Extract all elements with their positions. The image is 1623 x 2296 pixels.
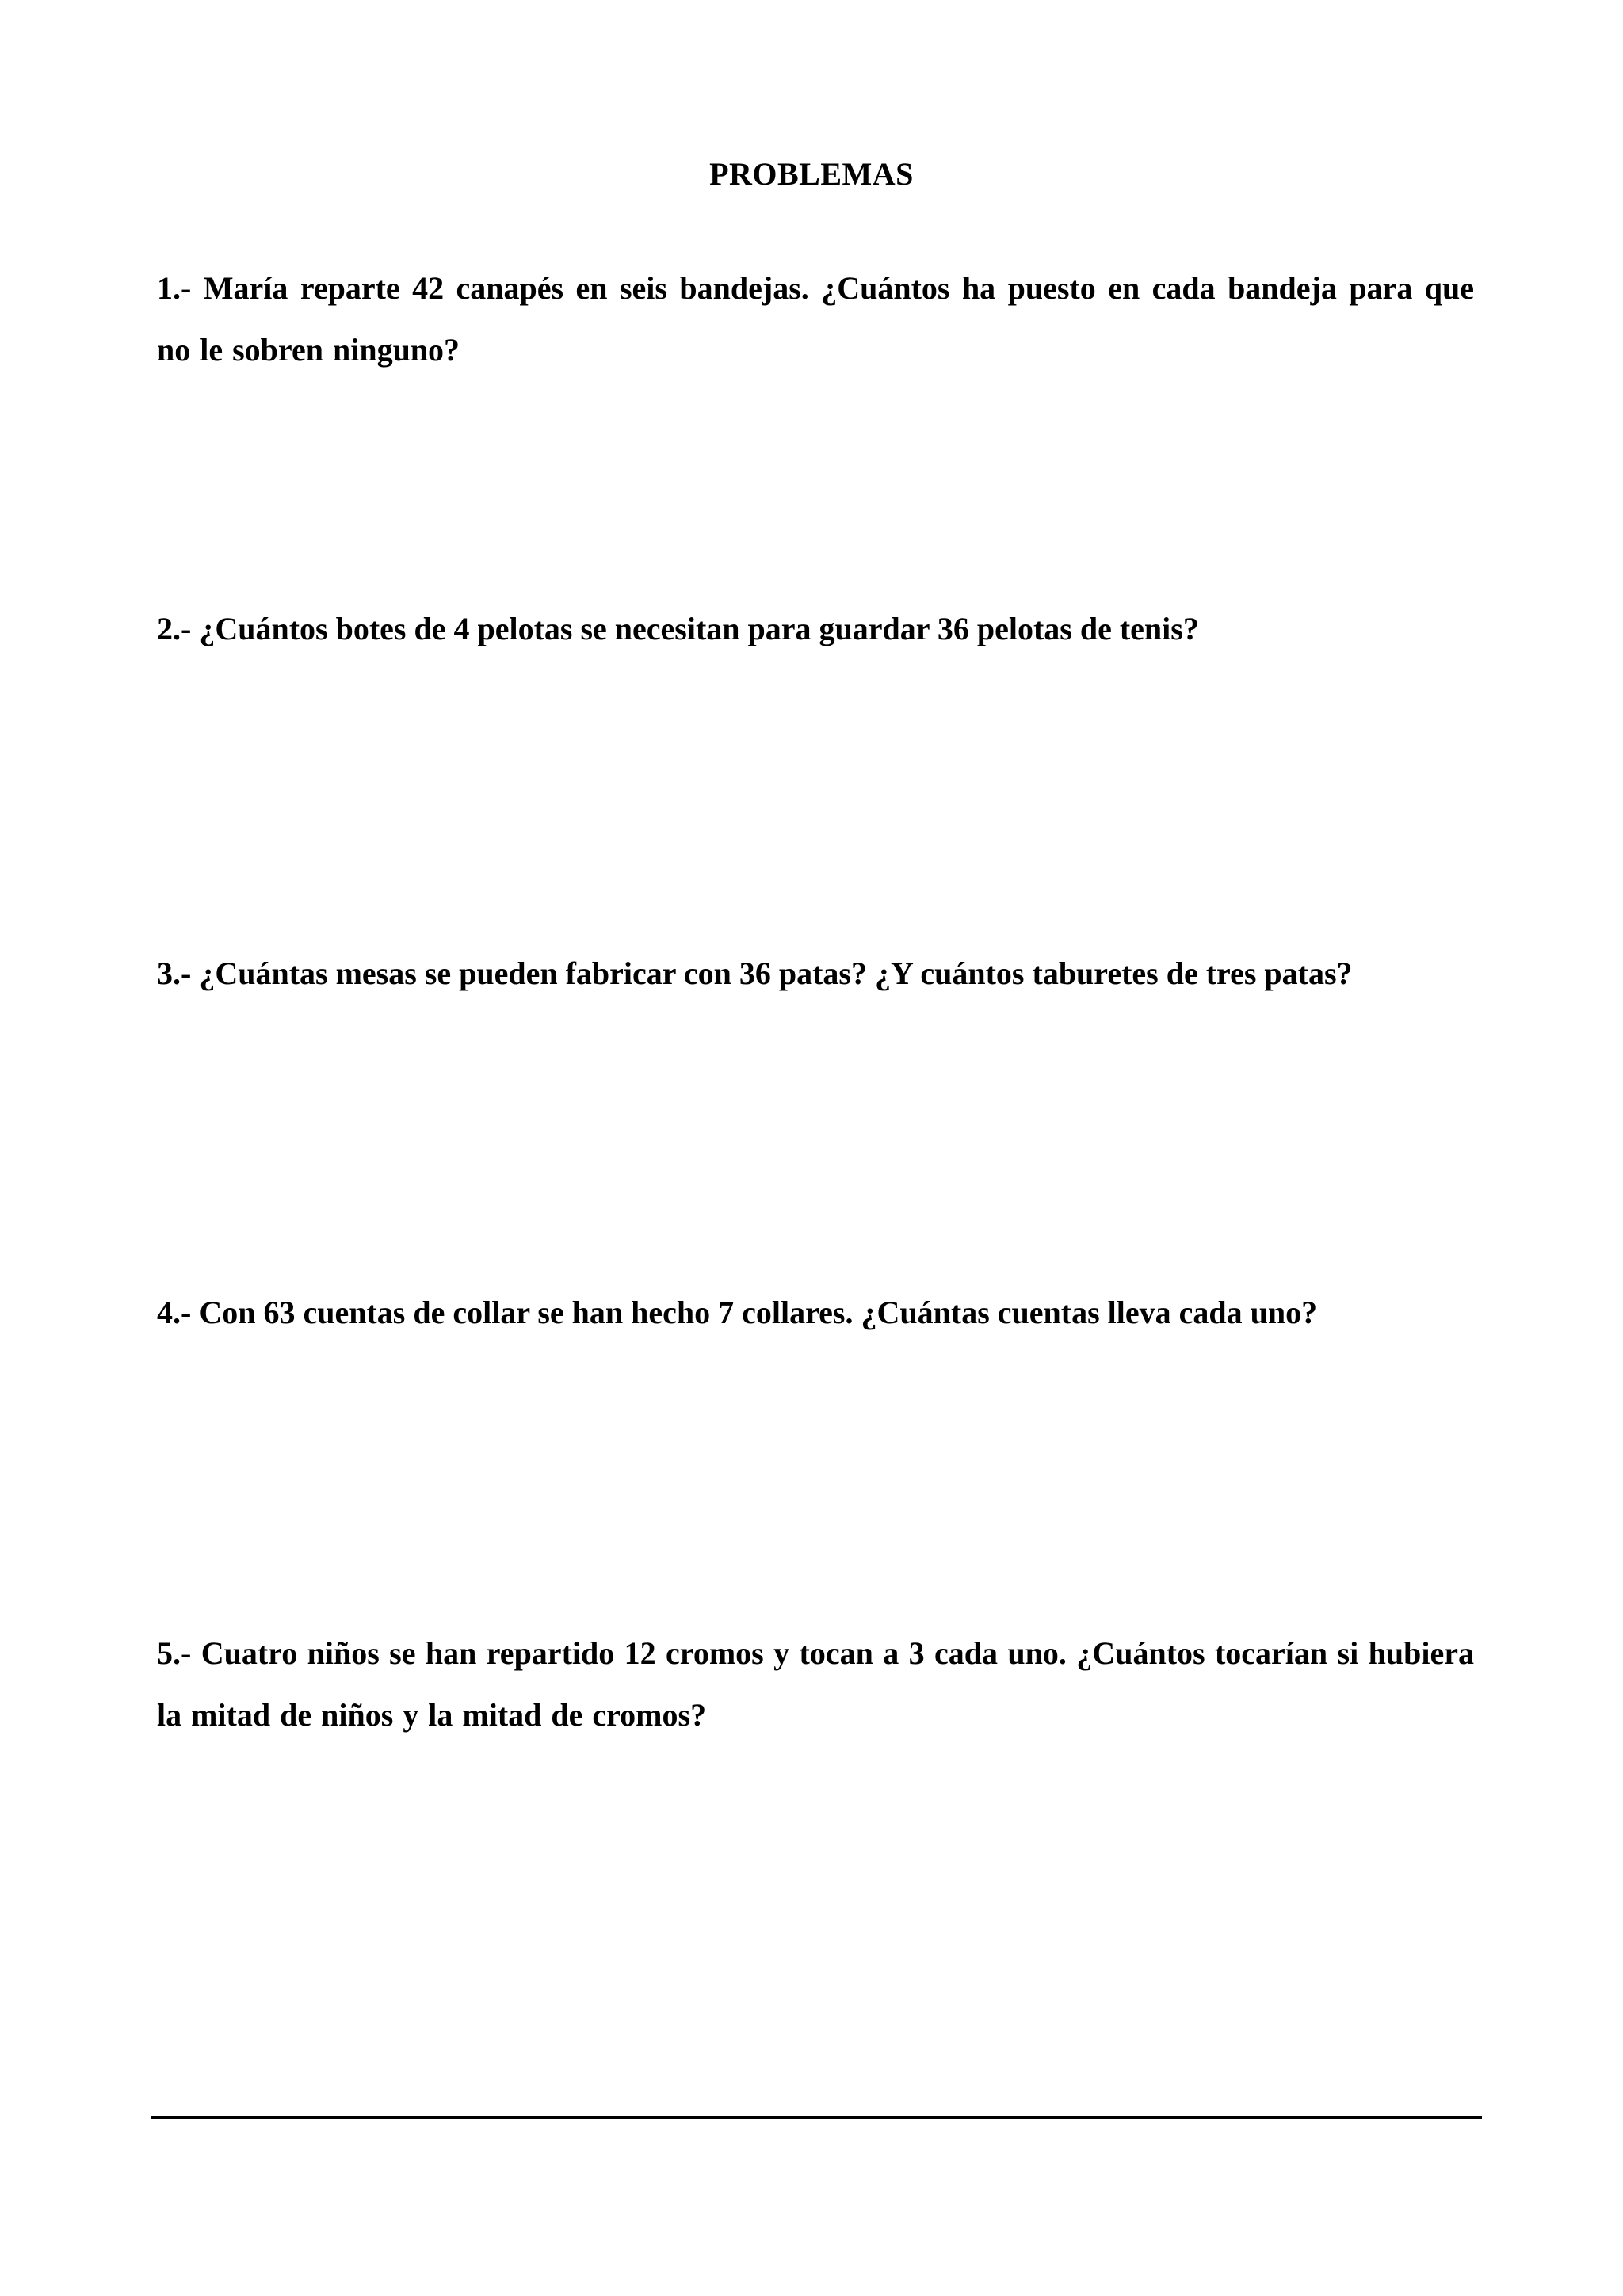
page-title: PROBLEMAS	[709, 156, 914, 192]
problem-1: 1.- María reparte 42 canapés en seis bandejas. ¿Cuántos ha puesto en cada bandeja para que no le sobren ninguno?	[157, 270, 1474, 368]
problem-4: 4.- Con 63 cuentas de collar se han hecho 7 collares. ¿Cuántas cuentas lleva cada uno?	[157, 1295, 1318, 1330]
problem-3: 3.- ¿Cuántas mesas se pueden fabricar con 36 patas? ¿Y cuántos taburetes de tres patas?	[157, 955, 1353, 991]
problem-5: 5.- Cuatro niños se han repartido 12 cromos y tocan a 3 cada uno. ¿Cuántos tocarían si hubiera la mitad de niños y la mitad de cromos?	[157, 1635, 1474, 1733]
footer-divider	[151, 2116, 1482, 2119]
problem-2: 2.- ¿Cuántos botes de 4 pelotas se necesitan para guardar 36 pelotas de tenis?	[157, 611, 1199, 646]
